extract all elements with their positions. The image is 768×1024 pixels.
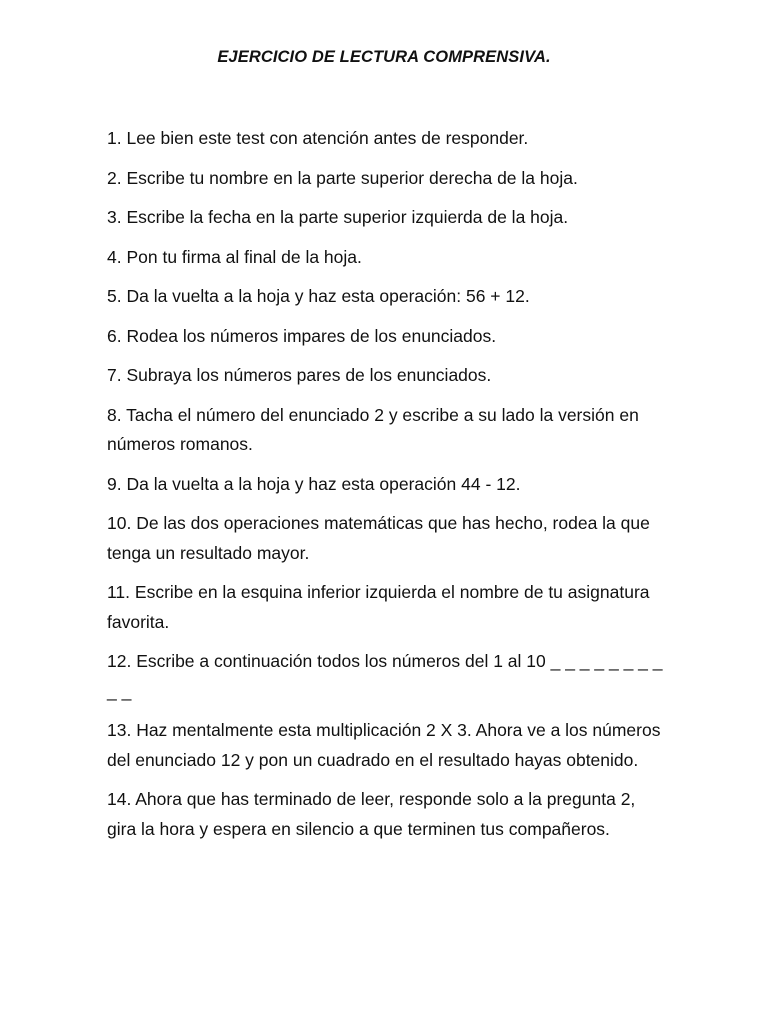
instruction-item-13: 13. Haz mentalmente esta multiplicación 2 X 3. Ahora ve a los números del enunciado 12 y pon un cuadrado en el resultado hayas obtenido. (107, 720, 661, 770)
instruction-item-9: 9. Da la vuelta a la hoja y haz esta operación 44 - 12. (107, 473, 521, 494)
instruction-item-1: 1. Lee bien este test con atención antes de responder. (107, 128, 529, 148)
instruction-item-7: 7. Subraya los números pares de los enunciados. (107, 365, 492, 385)
instruction-item-10: 10. De las dos operaciones matemáticas que has hecho, rodea la que tenga un resultado mayor. (107, 513, 650, 563)
instruction-item-2: 2. Escribe tu nombre en la parte superior derecha de la hoja. (107, 167, 578, 188)
instruction-item-12: 12. Escribe a continuación todos los números del 1 al 10 _ _ _ _ _ _ _ _ _ _ (107, 651, 663, 701)
instruction-list (107, 124, 669, 854)
instruction-item-5: 5. Da la vuelta a la hoja y haz esta operación: 56 + 12. (107, 286, 530, 306)
instruction-item-14: 14. Ahora que has terminado de leer, responde solo a la pregunta 2, gira la hora y espera en silencio a que terminen tus compañeros. (107, 789, 636, 839)
instruction-item-4: 4. Pon tu firma al final de la hoja. (107, 246, 362, 267)
instruction-item-3: 3. Escribe la fecha en la parte superior izquierda de la hoja. (107, 207, 569, 227)
instruction-item-6: 6. Rodea los números impares de los enunciados. (107, 325, 497, 346)
document-title: EJERCICIO DE LECTURA COMPRENSIVA. (217, 48, 551, 66)
instruction-item-11: 11. Escribe en la esquina inferior izquierda el nombre de tu asignatura favorita. (107, 582, 650, 632)
instruction-item-8: 8. Tacha el número del enunciado 2 y escribe a su lado la versión en números romanos. (107, 404, 639, 454)
